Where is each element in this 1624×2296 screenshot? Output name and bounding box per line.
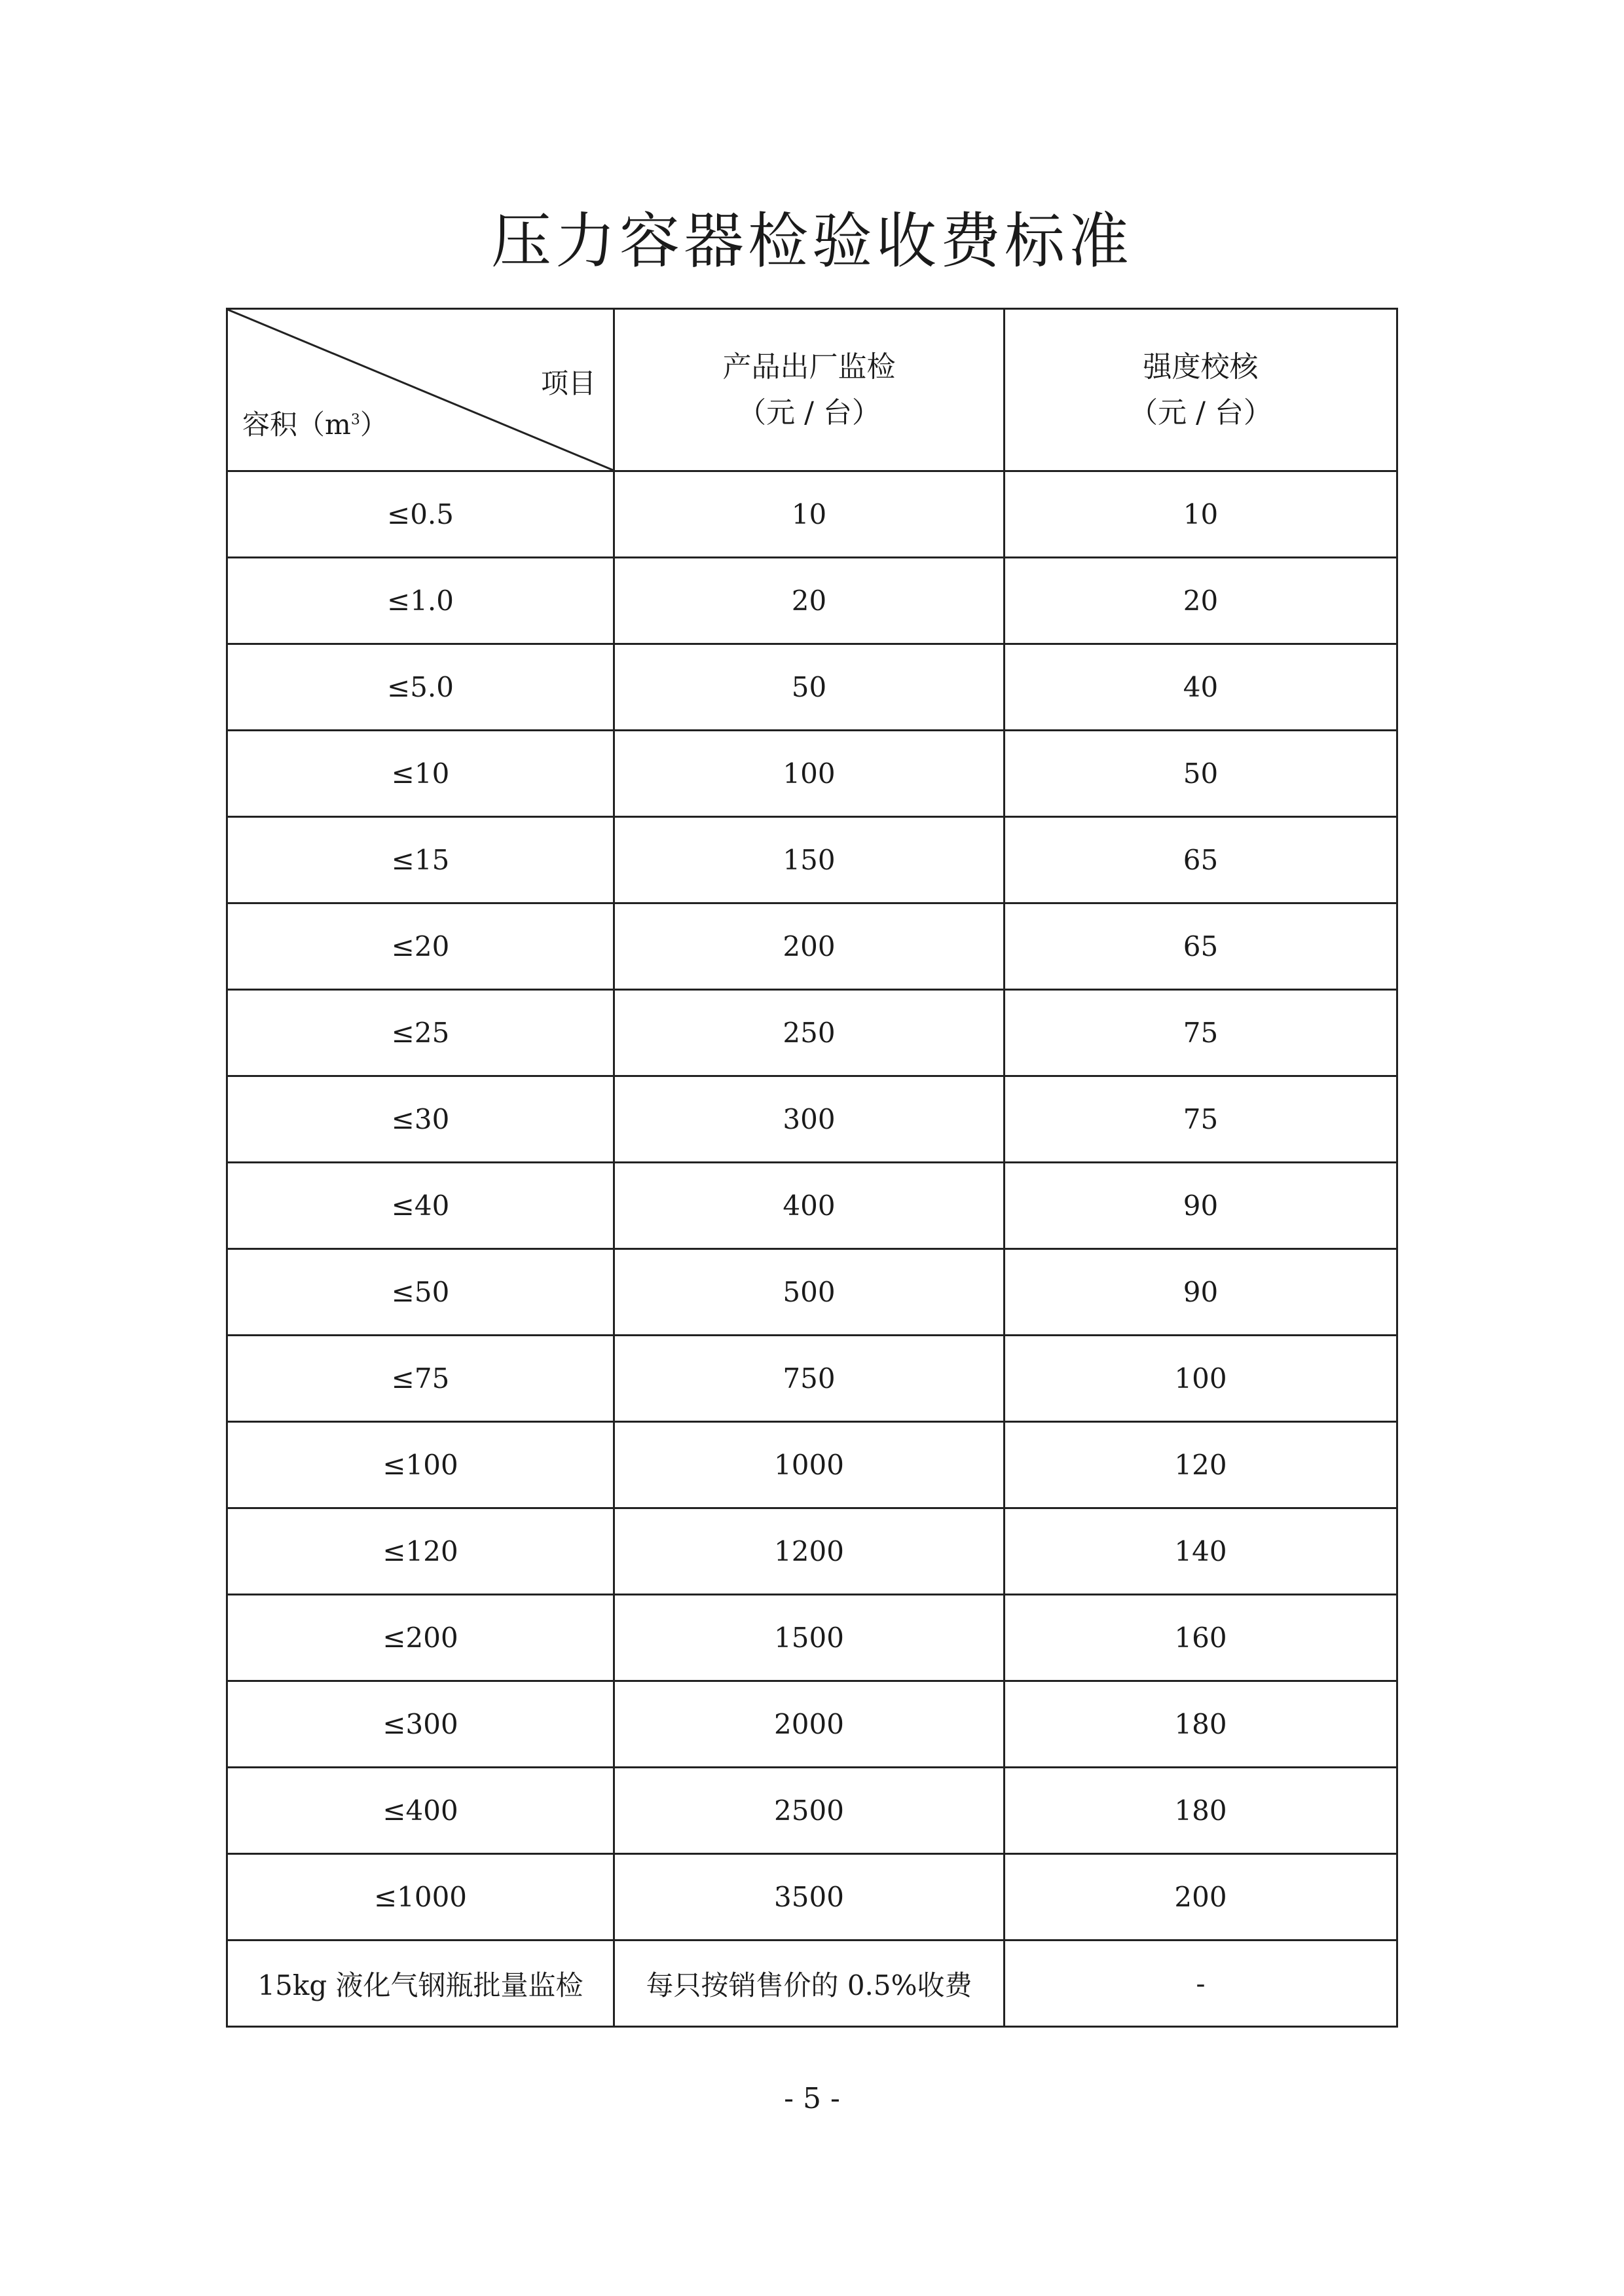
- factory-fee-cell: 50: [614, 644, 1005, 731]
- table-row: [227, 990, 1397, 1076]
- table-row: [227, 1595, 1397, 1681]
- strength-fee-cell: 65: [1005, 903, 1397, 990]
- strength-fee-cell: 90: [1005, 1249, 1397, 1336]
- table-row: [227, 1941, 1397, 2027]
- table-row: [227, 1854, 1397, 1941]
- strength-fee-cell: 40: [1005, 644, 1397, 731]
- factory-fee-cell: 每只按销售价的 0.5%收费: [614, 1941, 1005, 2027]
- strength-fee-cell: 160: [1005, 1595, 1397, 1681]
- table-row: [227, 731, 1397, 817]
- factory-fee-cell: 2500: [614, 1768, 1005, 1854]
- volume-cell: ≤50: [227, 1249, 614, 1336]
- factory-fee-cell: 300: [614, 1076, 1005, 1163]
- strength-fee-cell: 200: [1005, 1854, 1397, 1941]
- volume-cell: ≤300: [227, 1681, 614, 1768]
- table-row: [227, 558, 1397, 644]
- volume-cell: ≤100: [227, 1422, 614, 1508]
- factory-fee-cell: 150: [614, 817, 1005, 903]
- strength-fee-cell: 180: [1005, 1768, 1397, 1854]
- strength-fee-cell: 120: [1005, 1422, 1397, 1508]
- table-row: [227, 471, 1397, 558]
- factory-fee-cell: 1500: [614, 1595, 1005, 1681]
- volume-cell: ≤75: [227, 1336, 614, 1422]
- strength-fee-cell: 140: [1005, 1508, 1397, 1595]
- strength-fee-cell: 50: [1005, 731, 1397, 817]
- table-row: [227, 1249, 1397, 1336]
- volume-cell: ≤120: [227, 1508, 614, 1595]
- strength-fee-cell: 90: [1005, 1163, 1397, 1249]
- volume-cell: 15kg 液化气钢瓶批量监检: [227, 1941, 614, 2027]
- corner-volume-exponent: 3: [350, 412, 360, 428]
- strength-fee-cell: 75: [1005, 1076, 1397, 1163]
- volume-cell: ≤1000: [227, 1854, 614, 1941]
- table-row: [227, 817, 1397, 903]
- factory-fee-cell: 100: [614, 731, 1005, 817]
- strength-fee-cell: 20: [1005, 558, 1397, 644]
- strength-fee-cell: -: [1005, 1941, 1397, 2027]
- factory-fee-cell: 250: [614, 990, 1005, 1076]
- table-row: [227, 1076, 1397, 1163]
- factory-fee-cell: 2000: [614, 1681, 1005, 1768]
- volume-cell: ≤40: [227, 1163, 614, 1249]
- table-row: [227, 1681, 1397, 1768]
- corner-volume-text: 容积（m: [242, 409, 351, 441]
- header-strength-check: [1005, 309, 1397, 471]
- table-row: [227, 1422, 1397, 1508]
- table-row: [227, 1508, 1397, 1595]
- table-row: [227, 1768, 1397, 1854]
- page-title: 压力容器检验收费标准: [490, 206, 1133, 276]
- fee-table: [226, 308, 1398, 2028]
- volume-cell: ≤10: [227, 731, 614, 817]
- corner-volume-label: [242, 403, 388, 443]
- volume-cell: ≤400: [227, 1768, 614, 1854]
- page-number: - 5 -: [784, 2082, 840, 2115]
- factory-fee-cell: 750: [614, 1336, 1005, 1422]
- volume-cell: ≤0.5: [227, 471, 614, 558]
- strength-fee-cell: 180: [1005, 1681, 1397, 1768]
- factory-fee-cell: 10: [614, 471, 1005, 558]
- factory-fee-cell: 500: [614, 1249, 1005, 1336]
- volume-cell: ≤30: [227, 1076, 614, 1163]
- corner-item-label: 项目: [540, 367, 596, 399]
- volume-cell: ≤5.0: [227, 644, 614, 731]
- factory-fee-cell: 3500: [614, 1854, 1005, 1941]
- strength-fee-cell: 100: [1005, 1336, 1397, 1422]
- corner-volume-close: ）: [360, 409, 388, 441]
- strength-fee-cell: 75: [1005, 990, 1397, 1076]
- volume-cell: ≤25: [227, 990, 614, 1076]
- table-row: [227, 644, 1397, 731]
- factory-fee-cell: 200: [614, 903, 1005, 990]
- factory-fee-cell: 20: [614, 558, 1005, 644]
- volume-cell: ≤1.0: [227, 558, 614, 644]
- volume-cell: ≤15: [227, 817, 614, 903]
- table-row: [227, 1163, 1397, 1249]
- table-row: [227, 903, 1397, 990]
- header-strength-title: 强度校核: [1143, 350, 1259, 384]
- table-row: [227, 1336, 1397, 1422]
- header-factory-title: 产品出厂监检: [722, 350, 896, 384]
- volume-cell: ≤200: [227, 1595, 614, 1681]
- factory-fee-cell: 1200: [614, 1508, 1005, 1595]
- factory-fee-cell: 400: [614, 1163, 1005, 1249]
- strength-fee-cell: 10: [1005, 471, 1397, 558]
- header-factory-inspection: [614, 309, 1005, 471]
- volume-cell: ≤20: [227, 903, 614, 990]
- corner-header-cell: [227, 309, 614, 471]
- strength-fee-cell: 65: [1005, 817, 1397, 903]
- table-header-row: [227, 309, 1397, 471]
- factory-fee-cell: 1000: [614, 1422, 1005, 1508]
- header-factory-unit: （元 / 台）: [737, 395, 881, 429]
- header-strength-unit: （元 / 台）: [1129, 395, 1272, 429]
